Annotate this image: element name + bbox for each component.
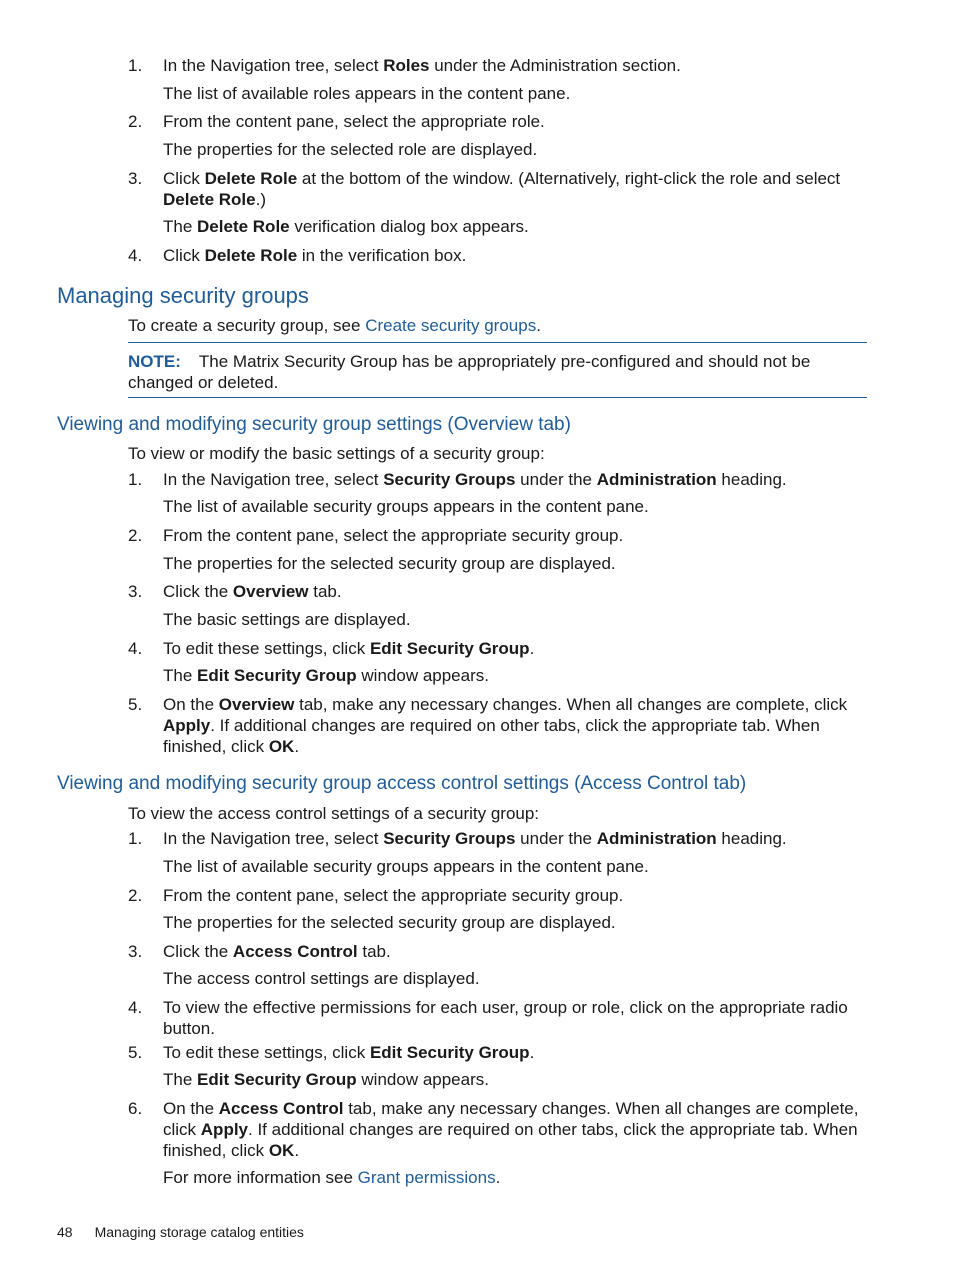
step-number: 1.	[128, 829, 143, 848]
step-text: In the Navigation tree, select Security Groups under the Administration heading.	[163, 470, 787, 489]
step-text: On the Overview tab, make any necessary changes. When all changes are complete, click Apply. If additional changes are required on other tabs, click the appropriate tab. When finished, click OK.	[163, 695, 848, 756]
step-number: 3.	[128, 582, 143, 601]
step-result: The properties for the selected security group are displayed.	[163, 913, 616, 932]
step-text: Click Delete Role in the verification box.	[163, 246, 467, 265]
create-security-groups-link[interactable]: Create security groups	[365, 316, 537, 335]
step-number: 2.	[128, 886, 143, 905]
step-result: The properties for the selected role are displayed.	[163, 140, 538, 159]
step-text: On the Access Control tab, make any necessary changes. When all changes are complete, click Apply. If additional changes are required on other tabs, click the appropriate tab. When finished, click OK.	[163, 1099, 859, 1160]
step-text: From the content pane, select the appropriate security group.	[163, 526, 624, 545]
step-result: The list of available security groups appears in the content pane.	[163, 497, 649, 516]
step-number: 3.	[128, 169, 143, 188]
intro-paragraph: To create a security group, see Create security groups.	[128, 316, 541, 335]
page-number: 48	[57, 1224, 73, 1240]
step-text: In the Navigation tree, select Security Groups under the Administration heading.	[163, 829, 787, 848]
step-text: To view the effective permissions for each user, group or role, click on the appropriate radio button.	[163, 998, 848, 1038]
grant-permissions-link[interactable]: Grant permissions	[357, 1168, 496, 1187]
step-result: The list of available roles appears in the content pane.	[163, 84, 571, 103]
note-label: NOTE:	[128, 352, 181, 371]
step-text: From the content pane, select the appropriate role.	[163, 112, 545, 131]
step-result: The access control settings are displayed.	[163, 969, 480, 988]
step-number: 3.	[128, 942, 143, 961]
step-number: 4.	[128, 639, 143, 658]
step-number: 2.	[128, 112, 143, 131]
step-text: To edit these settings, click Edit Security Group.	[163, 1043, 535, 1062]
step-number: 5.	[128, 1043, 143, 1062]
chapter-title: Managing storage catalog entities	[94, 1224, 304, 1240]
step-number: 4.	[128, 246, 143, 265]
page-footer	[57, 1222, 304, 1242]
step-result: The Delete Role verification dialog box appears.	[163, 217, 529, 236]
subsection-intro: To view the access control settings of a security group:	[128, 804, 540, 823]
step-text: To edit these settings, click Edit Security Group.	[163, 639, 535, 658]
step-result: The list of available security groups appears in the content pane.	[163, 857, 649, 876]
step-number: 4.	[128, 998, 143, 1017]
step-text: Click Delete Role at the bottom of the window. (Alternatively, right-click the role and select Delete Role.)	[163, 169, 841, 209]
subsection-heading-access-control: Viewing and modifying security group access control settings (Access Control tab)	[57, 773, 747, 794]
step-text: Click the Overview tab.	[163, 582, 342, 601]
step-number: 1.	[128, 56, 143, 75]
note-text: The Matrix Security Group has be appropriately pre-configured and should not be changed or deleted.	[128, 352, 811, 392]
step-text: Click the Access Control tab.	[163, 942, 391, 961]
subsection-heading-overview: Viewing and modifying security group settings (Overview tab)	[57, 414, 571, 435]
note-box	[128, 342, 867, 398]
section-heading: Managing security groups	[57, 283, 309, 308]
step-result: The Edit Security Group window appears.	[163, 666, 489, 685]
step-result: The basic settings are displayed.	[163, 610, 411, 629]
step-number: 2.	[128, 526, 143, 545]
step-number: 5.	[128, 695, 143, 714]
step-number: 6.	[128, 1099, 143, 1118]
step-result: The properties for the selected security group are displayed.	[163, 554, 616, 573]
step-result: The Edit Security Group window appears.	[163, 1070, 489, 1089]
step-text: From the content pane, select the appropriate security group.	[163, 886, 624, 905]
more-info: For more information see Grant permissions.	[163, 1168, 501, 1187]
step-text: In the Navigation tree, select Roles under the Administration section.	[163, 56, 681, 75]
subsection-intro: To view or modify the basic settings of a security group:	[128, 444, 545, 463]
step-number: 1.	[128, 470, 143, 489]
